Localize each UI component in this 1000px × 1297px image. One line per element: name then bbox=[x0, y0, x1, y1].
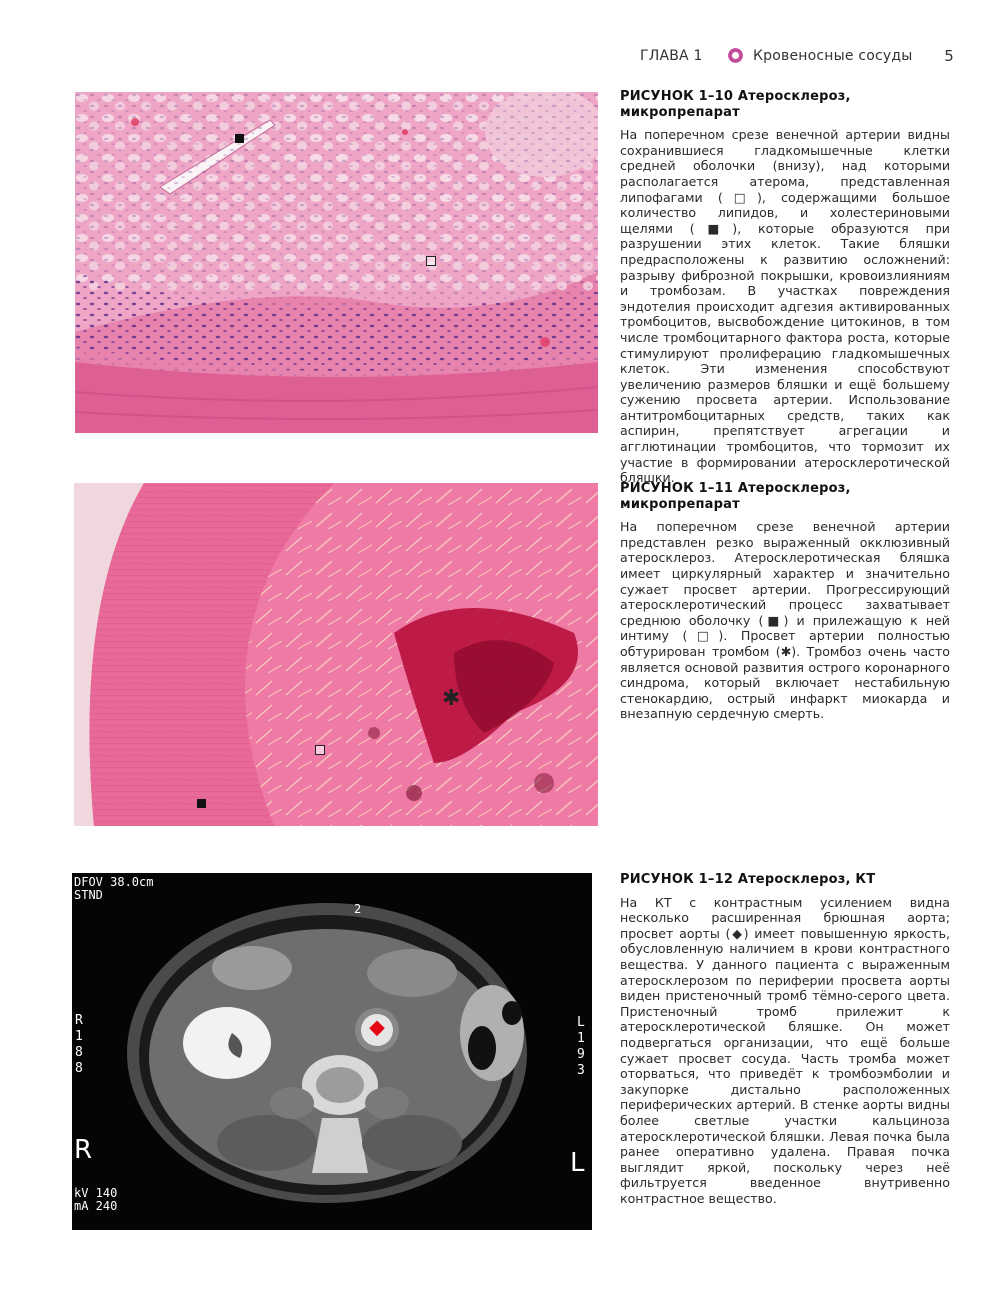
figure-1-11-title: РИСУНОК 1–11 Атеросклероз, микропрепарат bbox=[620, 481, 851, 512]
ct-left-side-label: L 1 9 3 bbox=[577, 1015, 585, 1078]
figure-1-12-title: РИСУНОК 1–12 Атеросклероз, КТ bbox=[620, 872, 876, 887]
chapter-bullet-icon bbox=[728, 48, 743, 63]
page-number: 5 bbox=[944, 47, 954, 65]
running-header bbox=[640, 46, 960, 68]
intima-marker bbox=[315, 745, 325, 755]
figure-1-12-caption bbox=[620, 872, 950, 1206]
ct-orientation-r: R bbox=[74, 1135, 93, 1165]
ct-slice-label: 2 bbox=[354, 902, 362, 916]
figure-1-11-caption bbox=[620, 481, 950, 722]
thrombus-marker: ✱ bbox=[442, 686, 461, 711]
cholesterol-cleft-marker bbox=[235, 134, 244, 143]
ct-orientation-l: L bbox=[570, 1148, 585, 1178]
figure-1-12-text: На КТ с контрастным усилением видна несколько расширенная брюшная аорта; просвет аорты (◆) имеет повышенную яркость, обусловленную наличием в крови контрастного вещества. У данного пациента с выраженным атеросклерозом по периферии просвета аорты виден пристеночный тромб тёмно-серого цвета. Пристеночный тромб прилежит к атеросклеротической бляшке. Он может подвергаться организации, что ещё больше сужает просвет сосуда. Часть тромба может оторваться, что приведёт к тромбоэмболии и закупорке дистально расположенных периферических артерий. В стенке аорты видны более светлые участки кальциноза атеросклеротической бляшки. Левая почка была ранее оперативно удалена. Правая почка выглядит яркой, поскольку через неё фильтруется введенное внутривенно контрастное вещество. bbox=[620, 894, 950, 1206]
figure-1-10-micrograph bbox=[75, 92, 598, 433]
figure-1-12-ct-scan bbox=[72, 873, 592, 1230]
occlusive-atherosclerosis-micrograph-image bbox=[74, 483, 598, 826]
figure-1-11-micrograph bbox=[74, 483, 598, 826]
abdominal-ct-image bbox=[72, 873, 592, 1230]
lipophage-marker bbox=[426, 256, 436, 266]
figure-1-10-text: На поперечном срезе венечной артерии видны сохранившиеся гладкомышечные клетки средней оболочки (внизу), над которыми располагается атерома, представленная липофагами (□), содержащими большое количество липидов, и холестериновыми щелями (■), которые образуются при разрушении этих клеток. Такие бляшки предрасположены к развитию осложнений: разрыву фиброзной покрышки, кровоизлияниям и тромбозам. В участках повреждения эндотелия происходит адгезия активированных тромбоцитов, высвобождение цитокинов, в том числе тромбоцитарного фактора роста, которые стимулируют пролиферацию гладкомышечных клеток. Эти изменения способствуют увеличению размеров бляшки и ещё большему сужению просвета артерии. Использование антитромбоцитарных средств, таких как аспирин, препятствует агрегации и агглютинации тромбоцитов, что тормозит их участие в формировании атеросклеротической бляшки. bbox=[620, 127, 950, 486]
figure-1-11-text: На поперечном срезе венечной артерии представлен резко выраженный окклюзивный атеросклероз. Атеросклеротическая бляшка имеет циркулярный характер и значительно сужает просвет артерии. Прогрессирующий атеросклеротический процесс захватывает среднюю оболочку (■) и прилежащую к ней интиму (□). Просвет артерии полностью обтурирован тромбом (✱). Тромбоз очень часто является основой развития острого коронарного синдрома, который включает нестабильную стенокардию, острый инфаркт миокарда и внезапную сердечную смерть. bbox=[620, 519, 950, 722]
atheroma-micrograph-image bbox=[75, 92, 598, 433]
ct-right-side-label: R 1 8 8 bbox=[75, 1013, 83, 1076]
figure-1-10-caption bbox=[620, 89, 950, 486]
chapter-label: ГЛАВА 1 bbox=[640, 48, 703, 64]
ct-fov-label: DFOV 38.0cm STND bbox=[74, 875, 154, 902]
section-title: Кровеносные сосуды bbox=[753, 48, 913, 64]
figure-1-10-title: РИСУНОК 1–10 Атеросклероз, микропрепарат bbox=[620, 89, 851, 120]
ct-params-label: kV 140 mA 240 bbox=[74, 1186, 118, 1213]
media-marker bbox=[197, 799, 206, 808]
